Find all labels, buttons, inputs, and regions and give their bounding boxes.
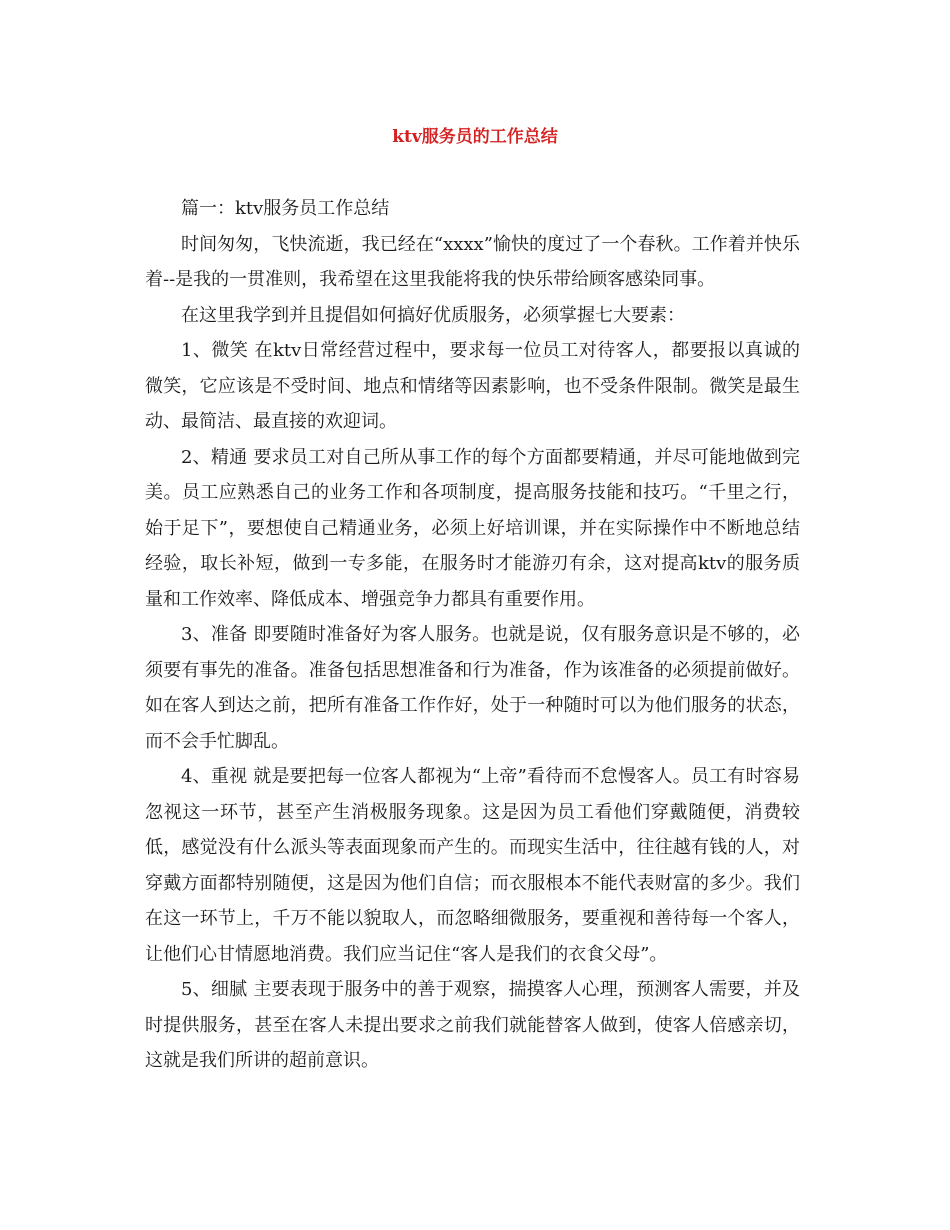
paragraph-item-proficiency: 2、精通 要求员工对自己所从事工作的每个方面都要精通，并尽可能地做到完美。员工应熟悉自己的业务工作和各项制度，提高服务技能和技巧。“千里之行，始于足下”，要想使自己精通业务，必须上好培训课，并在实际操作中不断地总结经验，取长补短，做到一专多能，在服务时才能游刃有余，这对提高ktv的服务质量和工作效率、降低成本、增强竞争力都具有重要作用。 <box>145 446 800 610</box>
document-title: ktv服务员的工作总结 <box>392 127 558 147</box>
paragraph-item-attentiveness: 5、细腻 主要表现于服务中的善于观察，揣摸客人心理，预测客人需要，并及时提供服务，甚至在客人未提出要求之前我们就能替客人做到，使客人倍感亲切，这就是我们所讲的超前意识。 <box>145 979 800 1071</box>
paragraph-intro: 时间匆匆，飞快流逝，我已经在“xxxx”愉快的度过了一个春秋。工作着并快乐着--是我的一贯准则，我希望在这里我能将我的快乐带给顾客感染同事。 <box>145 233 800 290</box>
paragraph-section-heading: 篇一：ktv服务员工作总结 <box>181 198 390 219</box>
paragraph-item-smile: 1、微笑 在ktv日常经营过程中，要求每一位员工对待客人，都要报以真诚的微笑，它应该是不受时间、地点和情绪等因素影响，也不受条件限制。微笑是最生动、最简洁、最直接的欢迎词。 <box>145 340 800 432</box>
paragraph-item-attention: 4、重视 就是要把每一位客人都视为“上帝”看待而不怠慢客人。员工有时容易忽视这一环节，甚至产生消极服务现象。这是因为员工看他们穿戴随便，消费较低，感觉没有什么派头等表面现象而产生的。而现实生活中，往往越有钱的人，对穿戴方面都特别随便，这是因为他们自信；而衣服根本不能代表财富的多少。我们在这一环节上，千万不能以貌取人，而忽略细微服务，要重视和善待每一个客人，让他们心甘情愿地消费。我们应当记住“客人是我们的衣食父母”。 <box>145 766 800 965</box>
document-body <box>145 191 800 1079</box>
paragraph-elements-lead: 在这里我学到并且提倡如何搞好优质服务，必须掌握七大要素： <box>181 304 685 326</box>
paragraph-item-preparation: 3、准备 即要随时准备好为客人服务。也就是说，仅有服务意识是不够的，必须要有事先的准备。准备包括思想准备和行为准备，作为该准备的必须提前做好。如在客人到达之前，把所有准备工作作好，处于一种随时可以为他们服务的状态，而不会手忙脚乱。 <box>145 624 800 752</box>
